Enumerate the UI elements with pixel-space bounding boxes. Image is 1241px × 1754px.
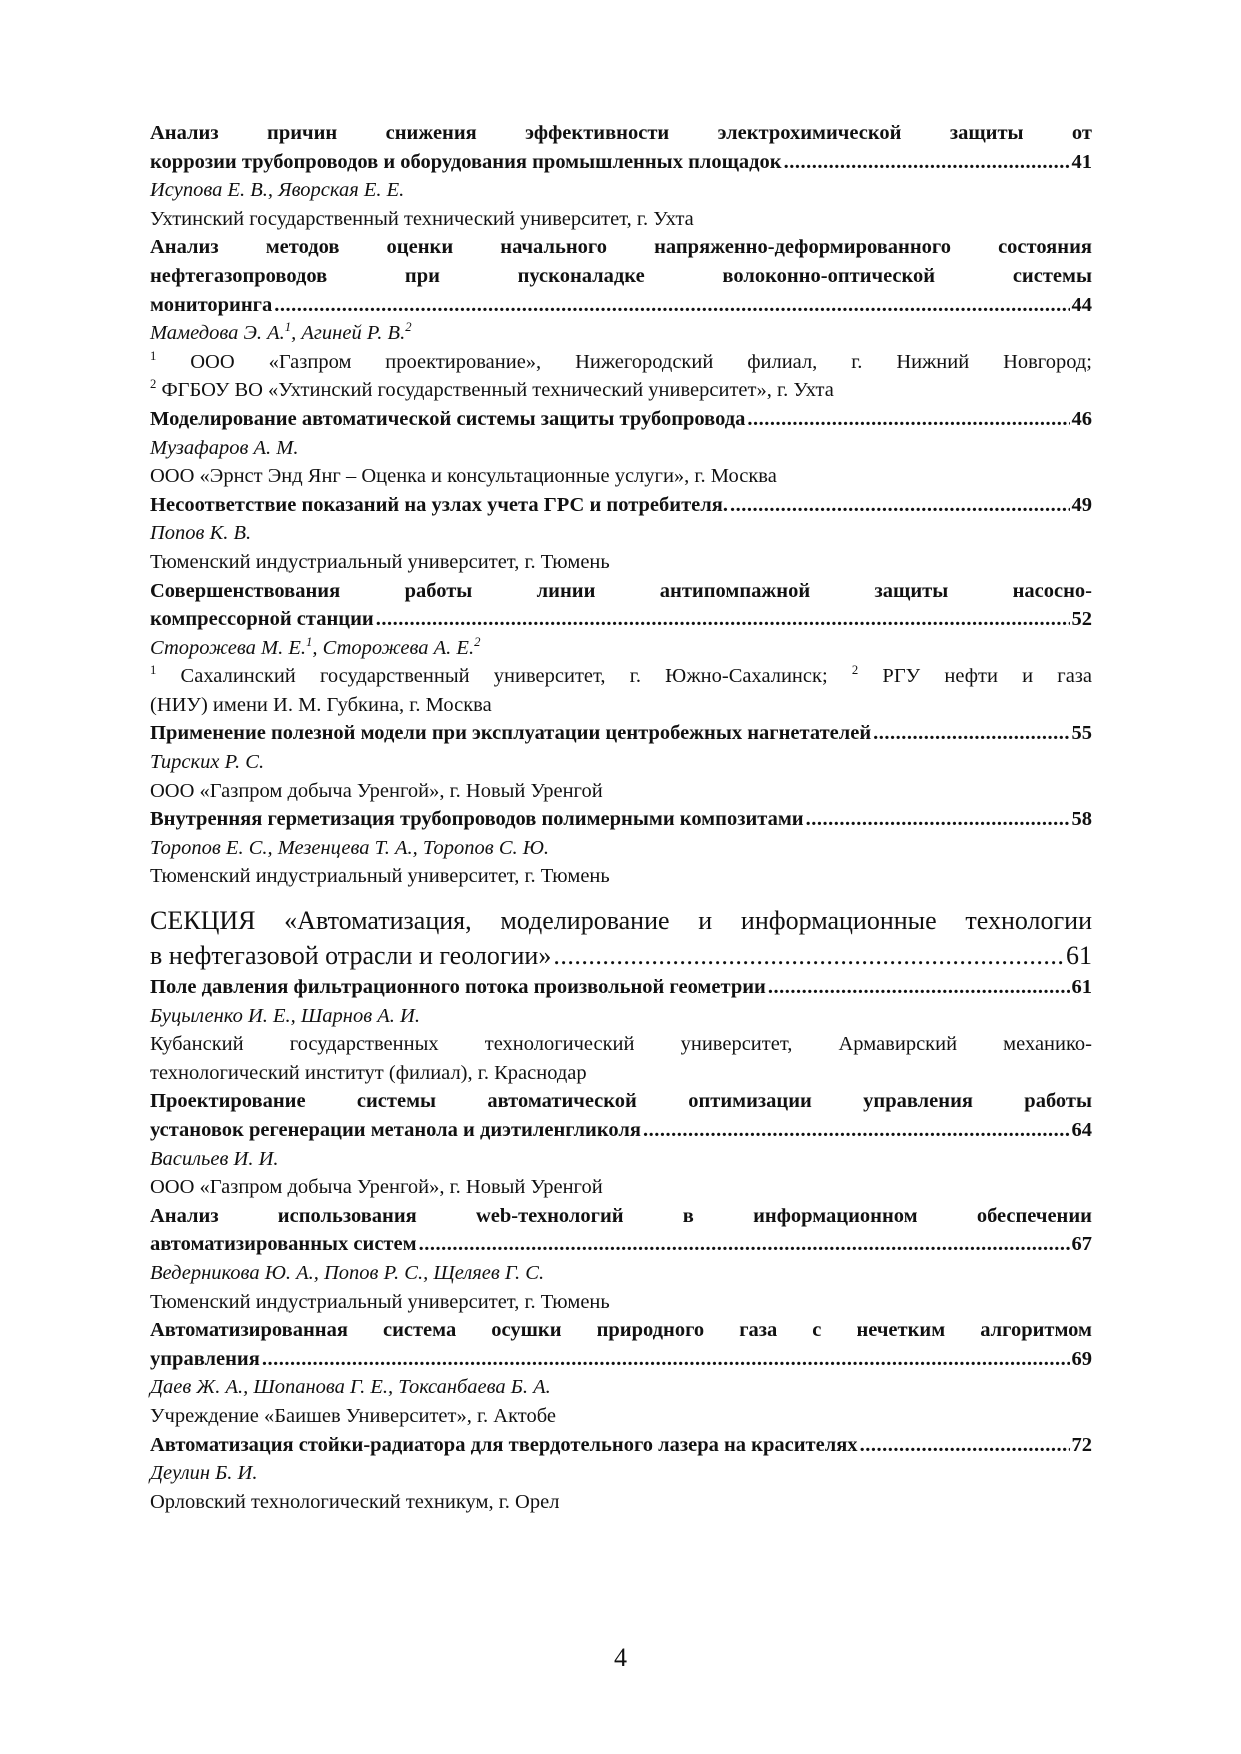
- toc-entry-authors: Васильев И. И.: [150, 1147, 279, 1170]
- toc-entry-title-text: Применение полезной модели при эксплуатации центробежных нагнетателей: [150, 722, 872, 745]
- toc-entry-page-number: 52: [1071, 608, 1092, 631]
- footnote-marker: 2: [150, 377, 157, 392]
- toc-entry-affiliation: Кубанский государственных технологический университет, Армавирский механико-: [150, 1033, 1092, 1056]
- dot-leader: [376, 605, 1070, 634]
- affiliation-text: ФГБОУ ВО «Ухтинский государственный технический университет», г. Ухта: [156, 379, 834, 402]
- toc-entry-page-number: 55: [1071, 722, 1092, 745]
- toc-entry-authors: Тирских Р. С.: [150, 751, 265, 774]
- dot-leader: [643, 1116, 1070, 1145]
- toc-entry-page-number: 67: [1071, 1233, 1092, 1256]
- toc-entry: [150, 233, 1092, 405]
- toc-entry: [150, 1202, 1092, 1316]
- toc-entry-affiliation: Тюменский индустриальный университет, г. Тюмень: [150, 550, 610, 573]
- toc-entry-title-line: нефтегазопроводов при пусконаладке волоконно-оптической системы: [150, 264, 1092, 287]
- toc-entry: [150, 1316, 1092, 1430]
- page-number: 4: [614, 1643, 627, 1672]
- toc-entry-title-text: Моделирование автоматической системы защиты трубопровода: [150, 407, 746, 430]
- affiliation-text: Сахалинский государственный университет, г. Южно-Сахалинск;: [156, 665, 852, 688]
- toc-entry-title-line: Анализ причин снижения эффективности электрохимической защиты от: [150, 122, 1092, 144]
- toc-entry-title-text: коррозии трубопроводов и оборудования промышленных площадок: [150, 150, 782, 173]
- toc-entry: [150, 805, 1092, 891]
- toc-entry-page-number: 58: [1071, 808, 1092, 831]
- toc-entry-affiliation: (НИУ) имени И. М. Губкина, г. Москва: [150, 693, 492, 716]
- dot-leader: [730, 491, 1070, 520]
- toc-entry-title-last-line: [150, 1345, 1092, 1374]
- toc-entry-title-line: Анализ использования web-технологий в информационном обеспечении: [150, 1204, 1092, 1227]
- toc-entry-affiliation: технологический институт (филиал), г. Краснодар: [150, 1061, 587, 1084]
- toc-entry: [150, 1431, 1092, 1517]
- toc-entry-affiliation: ООО «Газпром добыча Уренгой», г. Новый Уренгой: [150, 1176, 603, 1199]
- toc-entry-title-line: Проектирование системы автоматической оптимизации управления работы: [150, 1090, 1092, 1113]
- toc-entry-page-number: 49: [1071, 493, 1092, 516]
- table-of-contents: [150, 119, 1092, 1516]
- toc-entry-affiliation: [150, 348, 1092, 377]
- toc-entry: [150, 405, 1092, 491]
- dot-leader: [873, 719, 1069, 748]
- section-heading-line: СЕКЦИЯ «Автоматизация, моделирование и информационные технологии: [150, 906, 1092, 936]
- section-heading-text: в нефтегазовой отрасли и геологии»: [150, 941, 552, 971]
- toc-entry-page-number: 44: [1071, 293, 1092, 316]
- affiliation-text: ООО «Газпром проектирование», Нижегородский филиал, г. Нижний Новгород;: [156, 350, 1092, 373]
- toc-entry-authors: [150, 319, 1092, 348]
- dot-leader: [747, 405, 1069, 434]
- dot-leader: [860, 1431, 1070, 1460]
- toc-entry-affiliation: Тюменский индустриальный университет, г. Тюмень: [150, 865, 610, 888]
- toc-entry-title-text: Поле давления фильтрационного потока произвольной геометрии: [150, 976, 766, 999]
- toc-entry: [150, 119, 1092, 233]
- footnote-marker: 1: [150, 663, 157, 678]
- toc-entry-authors: Попов К. В.: [150, 522, 252, 545]
- toc-entry-affiliation: [150, 376, 1092, 405]
- footnote-marker: 1: [306, 634, 313, 649]
- toc-entry-title-last-line: [150, 1431, 1092, 1460]
- toc-entry-title-last-line: [150, 491, 1092, 520]
- toc-entry-title-last-line: [150, 973, 1092, 1002]
- toc-entry-title-last-line: [150, 1116, 1092, 1145]
- toc-entry-title-line: Автоматизированная система осушки природного газа с нечетким алгоритмом: [150, 1319, 1092, 1342]
- toc-entry-page-number: 46: [1071, 407, 1092, 430]
- toc-entry-page-number: 64: [1071, 1119, 1092, 1141]
- toc-entry-authors: Исупова Е. В., Яворская Е. Е.: [150, 179, 405, 202]
- dot-leader: [784, 148, 1070, 177]
- dot-leader: [553, 938, 1064, 973]
- footnote-marker: 2: [851, 663, 859, 678]
- toc-entry-title-line: Анализ методов оценки начального напряженно-деформированного состояния: [150, 236, 1092, 259]
- toc-entry-title-text: управления: [150, 1347, 260, 1370]
- toc-entry-authors: Деулин Б. И.: [150, 1462, 258, 1485]
- author-name: , Агиней Р. В.: [291, 322, 406, 345]
- section-page-number: 61: [1066, 941, 1092, 971]
- toc-entry-page-number: 41: [1071, 150, 1092, 173]
- toc-entry-authors: Музафаров А. М.: [150, 436, 299, 459]
- toc-entry-title-last-line: [150, 605, 1092, 634]
- toc-entry: [150, 719, 1092, 805]
- affiliation-text: РГУ нефти и газа: [858, 665, 1092, 688]
- toc-entry: [150, 973, 1092, 1087]
- dot-leader: [806, 805, 1070, 834]
- toc-entry-affiliation: Тюменский индустриальный университет, г. Тюмень: [150, 1290, 610, 1313]
- toc-entry-page-number: 61: [1071, 976, 1092, 999]
- toc-entry-affiliation: ООО «Газпром добыча Уренгой», г. Новый Уренгой: [150, 779, 603, 802]
- toc-entry-authors: Торопов Е. С., Мезенцева Т. А., Торопов С. Ю.: [150, 836, 550, 859]
- toc-entry-title-last-line: [150, 148, 1092, 177]
- section-heading-last-line: [150, 938, 1092, 973]
- dot-leader: [768, 973, 1070, 1002]
- footnote-marker: 2: [474, 634, 481, 649]
- dot-leader: [419, 1230, 1070, 1259]
- toc-entry-title-last-line: [150, 805, 1092, 834]
- author-name: Сторожева М. Е.: [150, 636, 307, 659]
- toc-entry-affiliation: ООО «Эрнст Энд Янг – Оценка и консультационные услуги», г. Москва: [150, 465, 777, 488]
- toc-entry-title-text: Автоматизация стойки-радиатора для твердотельного лазера на красителях: [150, 1433, 858, 1456]
- toc-entry-title-text: компрессорной станции: [150, 608, 374, 631]
- toc-entry-title-last-line: [150, 1230, 1092, 1259]
- section-heading: [150, 903, 1092, 973]
- toc-entry-affiliation: Учреждение «Баишев Университет», г. Актобе: [150, 1404, 556, 1427]
- toc-entry: [150, 1087, 1092, 1201]
- toc-entry-authors: [150, 634, 1092, 663]
- toc-entry-title-last-line: [150, 291, 1092, 320]
- toc-entry-authors: Буцыленко И. Е., Шарнов А. И.: [150, 1004, 420, 1027]
- toc-entry: [150, 491, 1092, 577]
- toc-entry: [150, 577, 1092, 720]
- toc-entry-affiliation: [150, 662, 1092, 691]
- dot-leader: [274, 291, 1069, 320]
- toc-entry-authors: Даев Ж. А., Шопанова Г. Е., Токсанбаева Б. А.: [150, 1376, 551, 1399]
- author-name: Мамедова Э. А.: [150, 322, 285, 345]
- toc-entry-title-text: мониторинга: [150, 293, 273, 316]
- toc-entry-title-text: установок регенерации метанола и диэтиленгликоля: [150, 1119, 641, 1141]
- toc-entry-title-text: автоматизированных систем: [150, 1233, 417, 1256]
- toc-entry-page-number: 69: [1071, 1347, 1092, 1370]
- author-name: , Сторожева А. Е.: [312, 636, 475, 659]
- footnote-marker: 1: [284, 320, 292, 335]
- toc-entry-title-line: Совершенствования работы линии антипомпажной защиты насосно-: [150, 579, 1092, 602]
- toc-entry-title-last-line: [150, 719, 1092, 748]
- toc-entry-page-number: 72: [1071, 1433, 1092, 1456]
- toc-entry-affiliation: Ухтинский государственный технический университет, г. Ухта: [150, 207, 694, 230]
- toc-entry-authors: Ведерникова Ю. А., Попов Р. С., Щеляев Г. С.: [150, 1261, 545, 1284]
- toc-entry-title-text: Внутренняя герметизация трубопроводов полимерными композитами: [150, 808, 804, 831]
- toc-entry-affiliation: Орловский технологический техникум, г. Орел: [150, 1490, 560, 1513]
- footnote-marker: 1: [150, 348, 157, 363]
- dot-leader: [262, 1345, 1070, 1374]
- toc-entry-title-last-line: [150, 405, 1092, 434]
- footnote-marker: 2: [405, 320, 412, 335]
- toc-entry-title-text: Несоответствие показаний на узлах учета ГРС и потребителя.: [150, 493, 728, 516]
